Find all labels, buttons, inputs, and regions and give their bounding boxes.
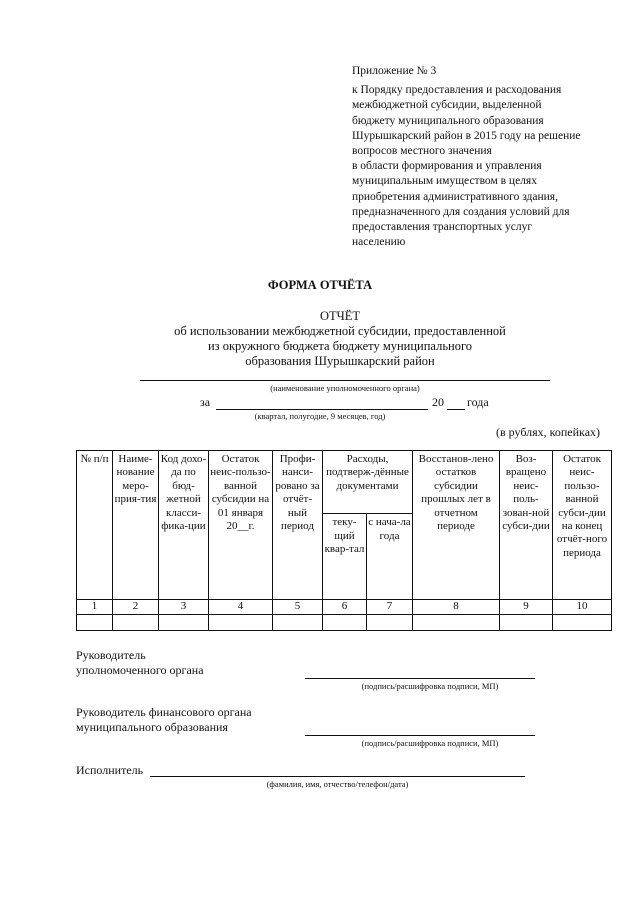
report-title-line: об использовании межбюджетной субсидии, предоставленной xyxy=(174,324,506,338)
period-line xyxy=(216,409,428,410)
appendix-line: населению xyxy=(352,236,406,249)
fin-signature-caption: (подпись/расшифровка подписи, МП) xyxy=(361,738,499,748)
period-year-line xyxy=(447,409,465,410)
period-year-prefix: 20 xyxy=(432,395,444,409)
data-cell xyxy=(77,615,113,631)
head-label-line: Руководитель xyxy=(76,648,146,662)
appendix-line: предоставления транспортных услуг xyxy=(352,221,533,234)
head-signature-label xyxy=(76,648,204,678)
report-title-line: из окружного бюджета бюджету муниципального xyxy=(207,339,473,353)
appendix-line: межбюджетной субсидии, выделенной xyxy=(352,99,542,112)
column-number: 10 xyxy=(553,600,612,615)
appendix-line: в области формирования и управления xyxy=(352,160,542,173)
column-number: 1 xyxy=(77,600,113,615)
appendix-number: Приложение № 3 xyxy=(352,65,437,77)
authority-name-line xyxy=(140,380,550,381)
header-cell-activity: Наиме-нование меро-прия-тия xyxy=(113,451,159,600)
data-cell xyxy=(113,615,159,631)
column-number: 9 xyxy=(500,600,553,615)
header-cell-restored: Восстанов-лено остатков субсидии прошлых лет в отчетном периоде xyxy=(413,451,500,600)
fin-label-line: муниципального образования xyxy=(76,720,228,734)
fin-signature-label xyxy=(76,705,252,735)
appendix-line: предназначенного для создания условий для xyxy=(352,205,570,218)
column-number: 6 xyxy=(323,600,367,615)
data-cell xyxy=(323,615,367,631)
header-cell-closing-balance: Остаток неис-пользо-ванной субси-дии на конец отчёт-ного периода xyxy=(553,451,612,600)
appendix-line: муниципальным имуществом в целях xyxy=(352,175,537,188)
fin-label-line: Руководитель финансового органа xyxy=(76,705,252,719)
appendix-line: приобретения административного здания, xyxy=(352,190,558,203)
period-year-suffix: года xyxy=(467,395,489,409)
fin-signature-line xyxy=(305,735,535,736)
column-number: 2 xyxy=(113,600,159,615)
head-label-line: уполномоченного органа xyxy=(76,663,204,677)
form-title: ФОРМА ОТЧЁТА xyxy=(267,278,373,292)
executor-caption: (фамилия, имя, отчество/телефон/дата) xyxy=(266,779,409,789)
header-cell-number: № п/п xyxy=(77,451,113,600)
subheader-cell-current-quarter: теку-щий квар-тал xyxy=(323,514,367,600)
column-number: 7 xyxy=(367,600,413,615)
subheader-cell-year-to-date: с нача-ла года xyxy=(367,514,413,600)
appendix-line: к Порядку предоставления и расходования xyxy=(352,84,562,97)
column-number: 5 xyxy=(273,600,323,615)
report-title xyxy=(100,309,580,369)
data-cell xyxy=(273,615,323,631)
data-cell xyxy=(209,615,273,631)
data-cell xyxy=(500,615,553,631)
appendix-line: вопросов местного значения xyxy=(352,145,492,158)
data-cell xyxy=(159,615,209,631)
report-table xyxy=(76,450,612,631)
period-caption: (квартал, полугодие, 9 месяцев, год) xyxy=(254,411,386,421)
header-cell-returned: Воз-вращено неис-поль-зован-ной субси-дии xyxy=(500,451,553,600)
header-cell-income-code: Код дохо-да по бюд-жетной класси-фика-ции xyxy=(159,451,209,600)
header-cell-expenses: Расходы, подтверж-дённые документами xyxy=(323,451,413,514)
header-cell-financed: Профи-нанси-ровано за отчёт-ный период xyxy=(273,451,323,600)
appendix-block xyxy=(352,64,620,250)
executor-line xyxy=(150,776,525,777)
header-cell-opening-balance: Остаток неис-пользо-ванной субсидии на 01 января 20__г. xyxy=(209,451,273,600)
column-number: 3 xyxy=(159,600,209,615)
data-cell xyxy=(413,615,500,631)
appendix-line: бюджету муниципального образования xyxy=(352,114,544,127)
column-number: 8 xyxy=(413,600,500,615)
data-cell xyxy=(553,615,612,631)
report-title-line: образования Шурышкарский район xyxy=(245,354,435,368)
authority-caption: (наименование уполномоченного органа) xyxy=(270,383,420,393)
head-signature-line xyxy=(305,678,535,679)
executor-label: Исполнитель xyxy=(76,763,144,777)
column-number: 4 xyxy=(209,600,273,615)
units-note: (в рублях, копейках) xyxy=(496,425,601,439)
period-prefix: за xyxy=(200,395,211,409)
data-cell xyxy=(367,615,413,631)
head-signature-caption: (подпись/расшифровка подписи, МП) xyxy=(361,681,499,691)
report-title-line: ОТЧЁТ xyxy=(319,309,361,323)
appendix-line: Шурышкарский район в 2015 году на решение xyxy=(352,129,581,142)
